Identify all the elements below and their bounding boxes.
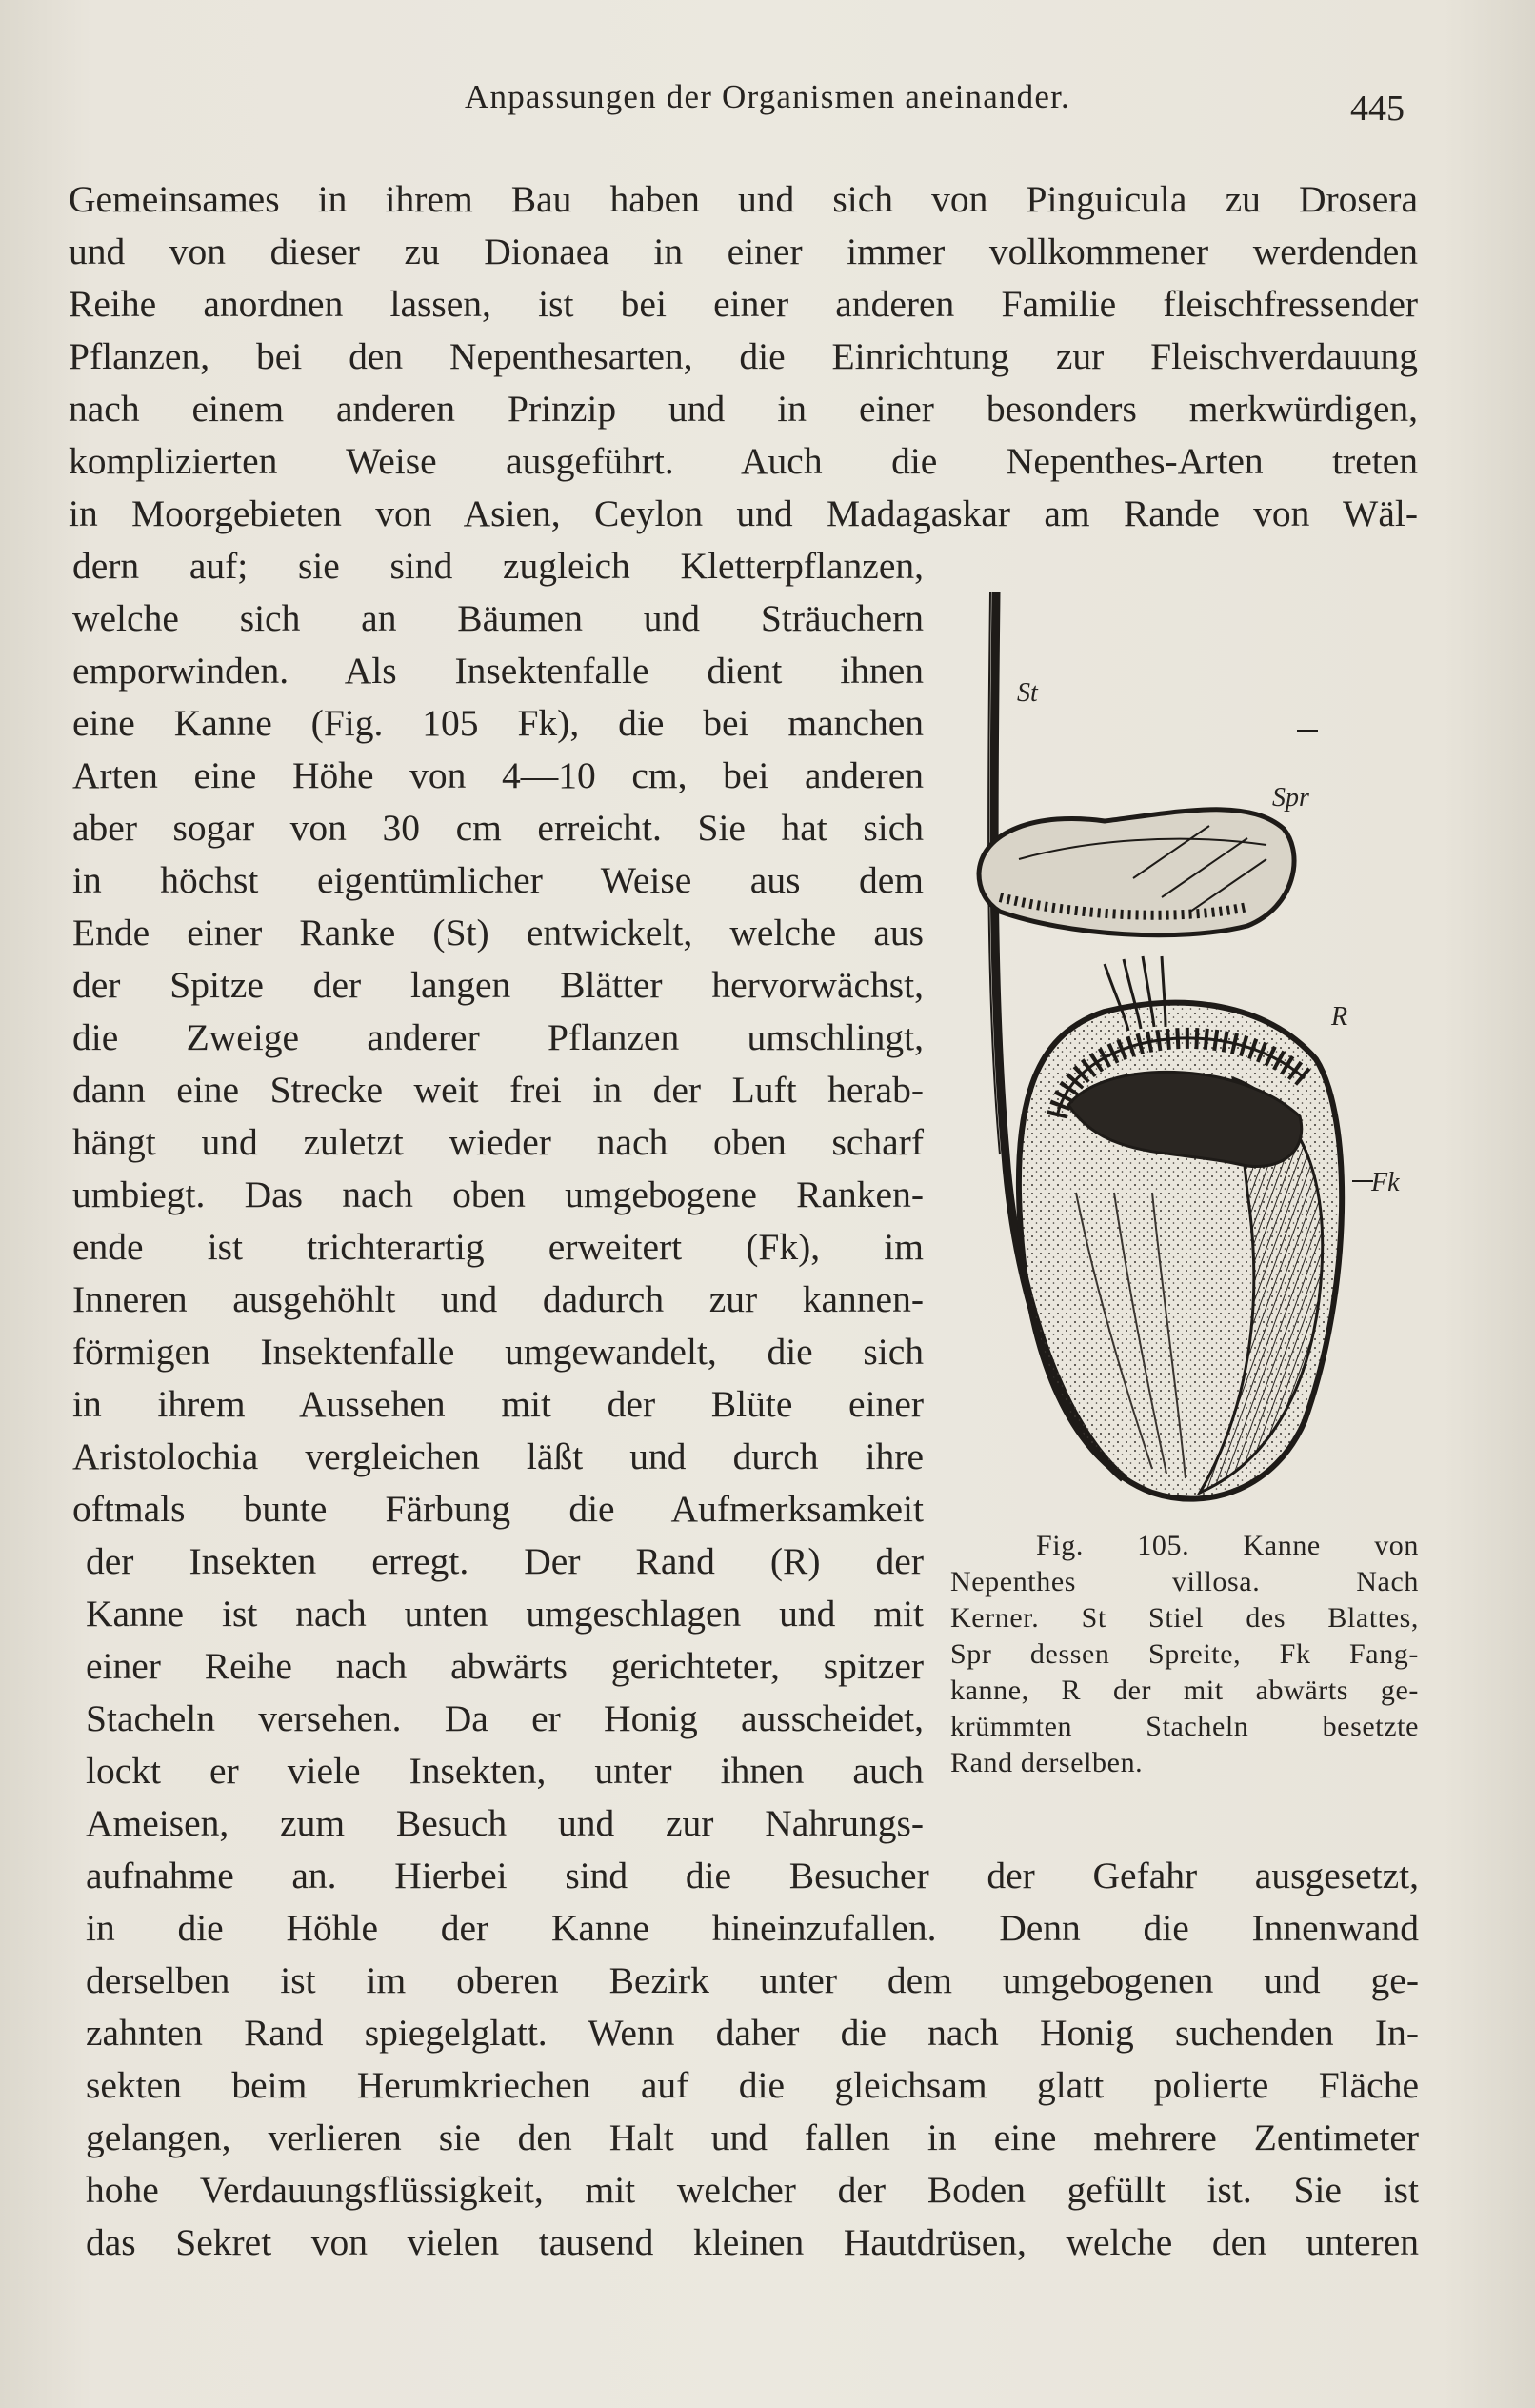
text-line: sekten beim Herumkriechen auf die gleichsam glatt polierte Fläche [86, 2064, 1419, 2106]
text-line: aber sogar von 30 cm erreicht. Sie hat sich [72, 807, 924, 849]
pitcher-plant-illustration [962, 583, 1409, 1535]
text-line: in die Höhle der Kanne hineinzufallen. Denn die Innenwand [86, 1907, 1419, 1949]
label-rim: R [1331, 1002, 1348, 1032]
text-line: umbiegt. Das nach oben umgebogene Ranken- [72, 1174, 924, 1215]
text-line: hängt und zuletzt wieder nach oben scharf [72, 1121, 924, 1163]
figure-caption-line: Kerner. St Stiel des Blattes, [950, 1602, 1419, 1634]
text-line: Gemeinsames in ihrem Bau haben und sich von Pinguicula zu Drosera [69, 178, 1418, 220]
text-line: dann eine Strecke weit frei in der Luft herab- [72, 1069, 924, 1111]
figure-caption-line: Spr dessen Spreite, Fk Fang- [950, 1638, 1419, 1670]
text-line: Stacheln versehen. Da er Honig ausscheidet, [86, 1697, 924, 1739]
page-number: 445 [1350, 89, 1405, 129]
text-line: ende ist trichterartig erweitert (Fk), im [72, 1226, 924, 1268]
text-line: in ihrem Aussehen mit der Blüte einer [72, 1383, 924, 1425]
text-line: Kanne ist nach unten umgeschlagen und mit [86, 1593, 924, 1635]
text-line: hohe Verdauungsflüssigkeit, mit welcher der Boden gefüllt ist. Sie ist [86, 2169, 1419, 2211]
text-line: das Sekret von vielen tausend kleinen Hautdrüsen, welche den unteren [86, 2221, 1419, 2263]
figure-caption-line: Rand derselben. [950, 1747, 1144, 1778]
text-line: nach einem anderen Prinzip und in einer besonders merkwürdigen, [69, 388, 1418, 430]
text-line: aufnahme an. Hierbei sind die Besucher der Gefahr ausgesetzt, [86, 1855, 1419, 1896]
text-line: der Insekten erregt. Der Rand (R) der [86, 1540, 924, 1582]
text-line: welche sich an Bäumen und Sträuchern [72, 597, 924, 639]
text-line: oftmals bunte Färbung die Aufmerksamkeit [72, 1488, 924, 1530]
text-line: dern auf; sie sind zugleich Kletterpflanzen, [72, 545, 924, 587]
running-head: Anpassungen der Organismen aneinander. [465, 78, 1070, 115]
text-line: Ende einer Ranke (St) entwickelt, welche aus [72, 912, 924, 953]
text-line: emporwinden. Als Insektenfalle dient ihnen [72, 650, 924, 692]
figure-caption-line: krümmten Stacheln besetzte [950, 1711, 1419, 1742]
label-lid: Spr [1272, 783, 1309, 813]
text-line: zahnten Rand spiegelglatt. Wenn daher die nach Honig suchenden In- [86, 2012, 1419, 2054]
text-line: einer Reihe nach abwärts gerichteter, spitzer [86, 1645, 924, 1687]
text-line: Inneren ausgehöhlt und dadurch zur kannen- [72, 1278, 924, 1320]
text-line: lockt er viele Insekten, unter ihnen auch [86, 1750, 924, 1792]
text-line: in höchst eigentümlicher Weise aus dem [72, 859, 924, 901]
text-line: der Spitze der langen Blätter hervorwächst, [72, 964, 924, 1006]
text-line: gelangen, verlieren sie den Halt und fallen in eine mehrere Zentimeter [86, 2117, 1419, 2158]
label-stem: St [1017, 678, 1038, 708]
text-line: und von dieser zu Dionaea in einer immer vollkommener werdenden [69, 231, 1418, 272]
text-line: komplizierten Weise ausgeführt. Auch die Nepenthes-Arten treten [69, 440, 1418, 482]
figure-caption-line: kanne, R der mit abwärts ge- [950, 1675, 1419, 1706]
label-pitcher: Fk [1371, 1168, 1400, 1197]
text-line: die Zweige anderer Pflanzen umschlingt, [72, 1016, 924, 1058]
text-line: Arten eine Höhe von 4—10 cm, bei anderen [72, 754, 924, 796]
text-line: Pflanzen, bei den Nepenthesarten, die Einrichtung zur Fleischverdauung [69, 335, 1418, 377]
text-line: eine Kanne (Fig. 105 Fk), die bei manchen [72, 702, 924, 744]
figure-caption-line: Nepenthes villosa. Nach [950, 1566, 1419, 1597]
text-line: Reihe anordnen lassen, ist bei einer anderen Familie fleischfressender [69, 283, 1418, 325]
figure-caption-line: Fig. 105. Kanne von [1036, 1530, 1419, 1561]
pitcher-drawing [962, 583, 1409, 1535]
text-line: Aristolochia vergleichen läßt und durch ihre [72, 1435, 924, 1477]
text-line: derselben ist im oberen Bezirk unter dem umgebogenen und ge- [86, 1959, 1419, 2001]
text-line: Ameisen, zum Besuch und zur Nahrungs- [86, 1802, 924, 1844]
text-line: in Moorgebieten von Asien, Ceylon und Madagaskar am Rande von Wäl- [69, 492, 1418, 534]
text-line: förmigen Insektenfalle umgewandelt, die sich [72, 1331, 924, 1373]
